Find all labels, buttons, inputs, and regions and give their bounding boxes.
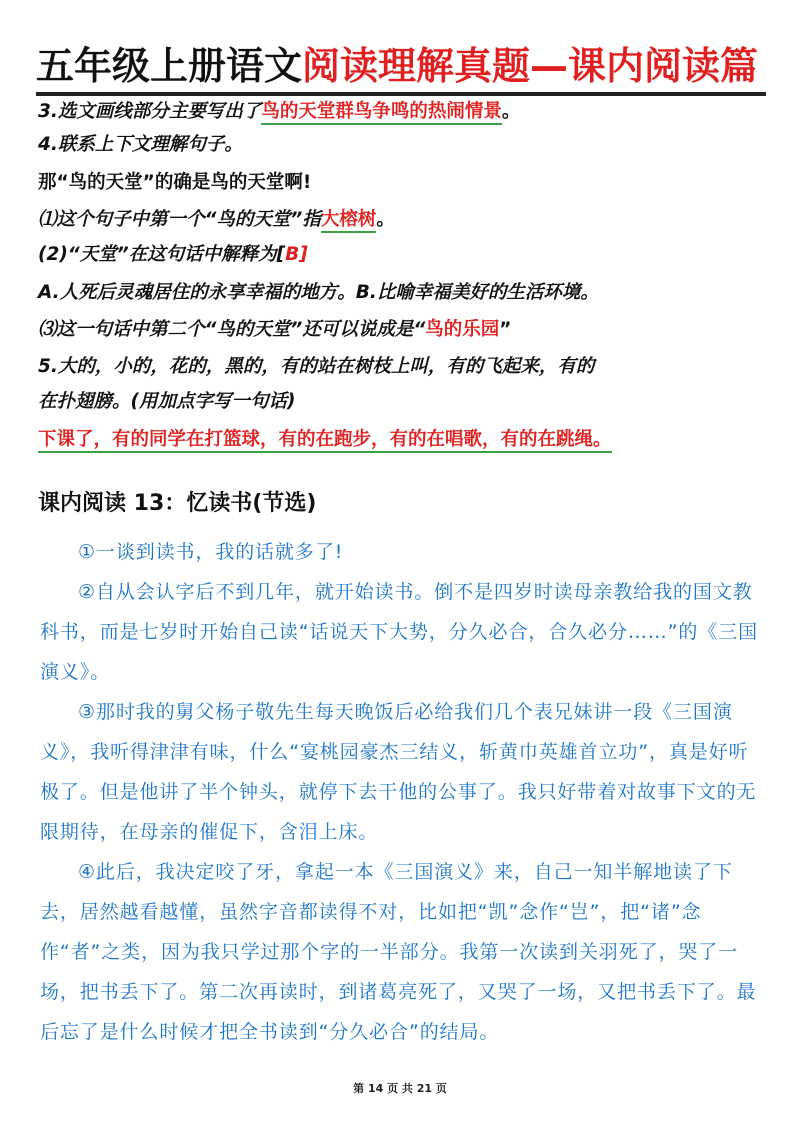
q4-2-answer: B (285, 244, 300, 265)
passage-paragraph-3: ③那时我的舅父杨子敬先生每天晚饭后必给我们几个表兄妹讲一段《三国演义》，我听得津津有味，什么“宴桃园豪杰三结义，斩黄巾英雄首立功”，真是好听极了。但是他讲了半个钟头，就停下去干他的公事了。我只好带着对故事下文的无限期待，在母亲的催促下，含泪上床。 (40, 701, 757, 843)
passage-paragraph-4: ④此后，我决定咬了牙，拿起一本《三国演义》来，自己一知半解地读了下去，居然越看越懂，虽然字音都读得不对，比如把“凯”念作“岂”，把“诸”念作“者”之类，因为我只学过那个字的一半部分。我第一次读到关羽死了，哭了一场，把书丢下了。第二次再读时，到诸葛亮死了，又哭了一场，又把书丢下了。最后忘了是什么时候才把全书读到“分久必合”的结局。 (40, 861, 757, 1043)
page-footer: 第 14 页 共 21 页 (353, 1082, 447, 1095)
question-5-answer (38, 425, 612, 455)
question-5-line2: 在扑翅膀。(用加点字写一句话) (38, 391, 296, 412)
header-title-red: 阅读理解真题—课内阅读篇 (302, 44, 759, 88)
q4-3-prefix: ⑶这一句话中第二个“鸟的天堂”还可以说成是“ (38, 319, 426, 340)
q3-prefix: 3.选文画线部分主要写出了 (38, 101, 262, 122)
q4-2-suffix: ] (299, 244, 308, 265)
q4-sentence: 那“鸟的天堂”的确是鸟的天堂啊! (38, 172, 312, 193)
q4-3-suffix: ” (499, 319, 512, 340)
header-divider (36, 92, 766, 96)
q4-1-answer: 大榕树 (321, 209, 377, 233)
q4-1-suffix: 。 (376, 209, 395, 230)
q3-answer: 鸟的天堂群鸟争鸣的热闹情景 (261, 101, 502, 125)
q3-suffix: 。 (501, 101, 521, 122)
passage-paragraph-2: ②自从会认字后不到几年，就开始读书。倒不是四岁时读母亲教给我的国文教科书，而是七岁时开始自己读“话说天下大势，分久必合，合久必分……”的《三国演义》。 (40, 581, 758, 683)
question-5-line1: 5.大的，小的，花的，黑的，有的站在树枝上叫，有的飞起来，有的 (38, 356, 595, 377)
q4-2-prefix: (2)“天堂”在这句话中解释为[ (38, 244, 286, 265)
question-4-2 (38, 240, 308, 270)
passage-paragraph-1: ①一谈到读书，我的话就多了! (78, 541, 344, 563)
page-header (36, 38, 766, 94)
question-3 (38, 97, 520, 127)
question-4: 4.联系上下文理解句子。 (38, 134, 243, 155)
question-4-1 (38, 205, 395, 235)
section-title: 课内阅读 13：忆读书(节选) (38, 491, 317, 516)
question-4-2-options: A.人死后灵魂居住的永享幸福的地方。B.比喻幸福美好的生活环境。 (38, 282, 599, 303)
header-title-black: 五年级上册语文 (36, 44, 303, 88)
q5-answer: 下课了，有的同学在打篮球，有的在跑步，有的在唱歌，有的在跳绳。 (38, 429, 612, 453)
q4-3-answer: 鸟的乐园 (425, 319, 500, 340)
q4-1-prefix: ⑴这个句子中第一个“鸟的天堂”指 (38, 209, 321, 230)
question-4-3 (38, 315, 511, 345)
question-4-sentence (38, 168, 311, 198)
passage (40, 532, 764, 1052)
